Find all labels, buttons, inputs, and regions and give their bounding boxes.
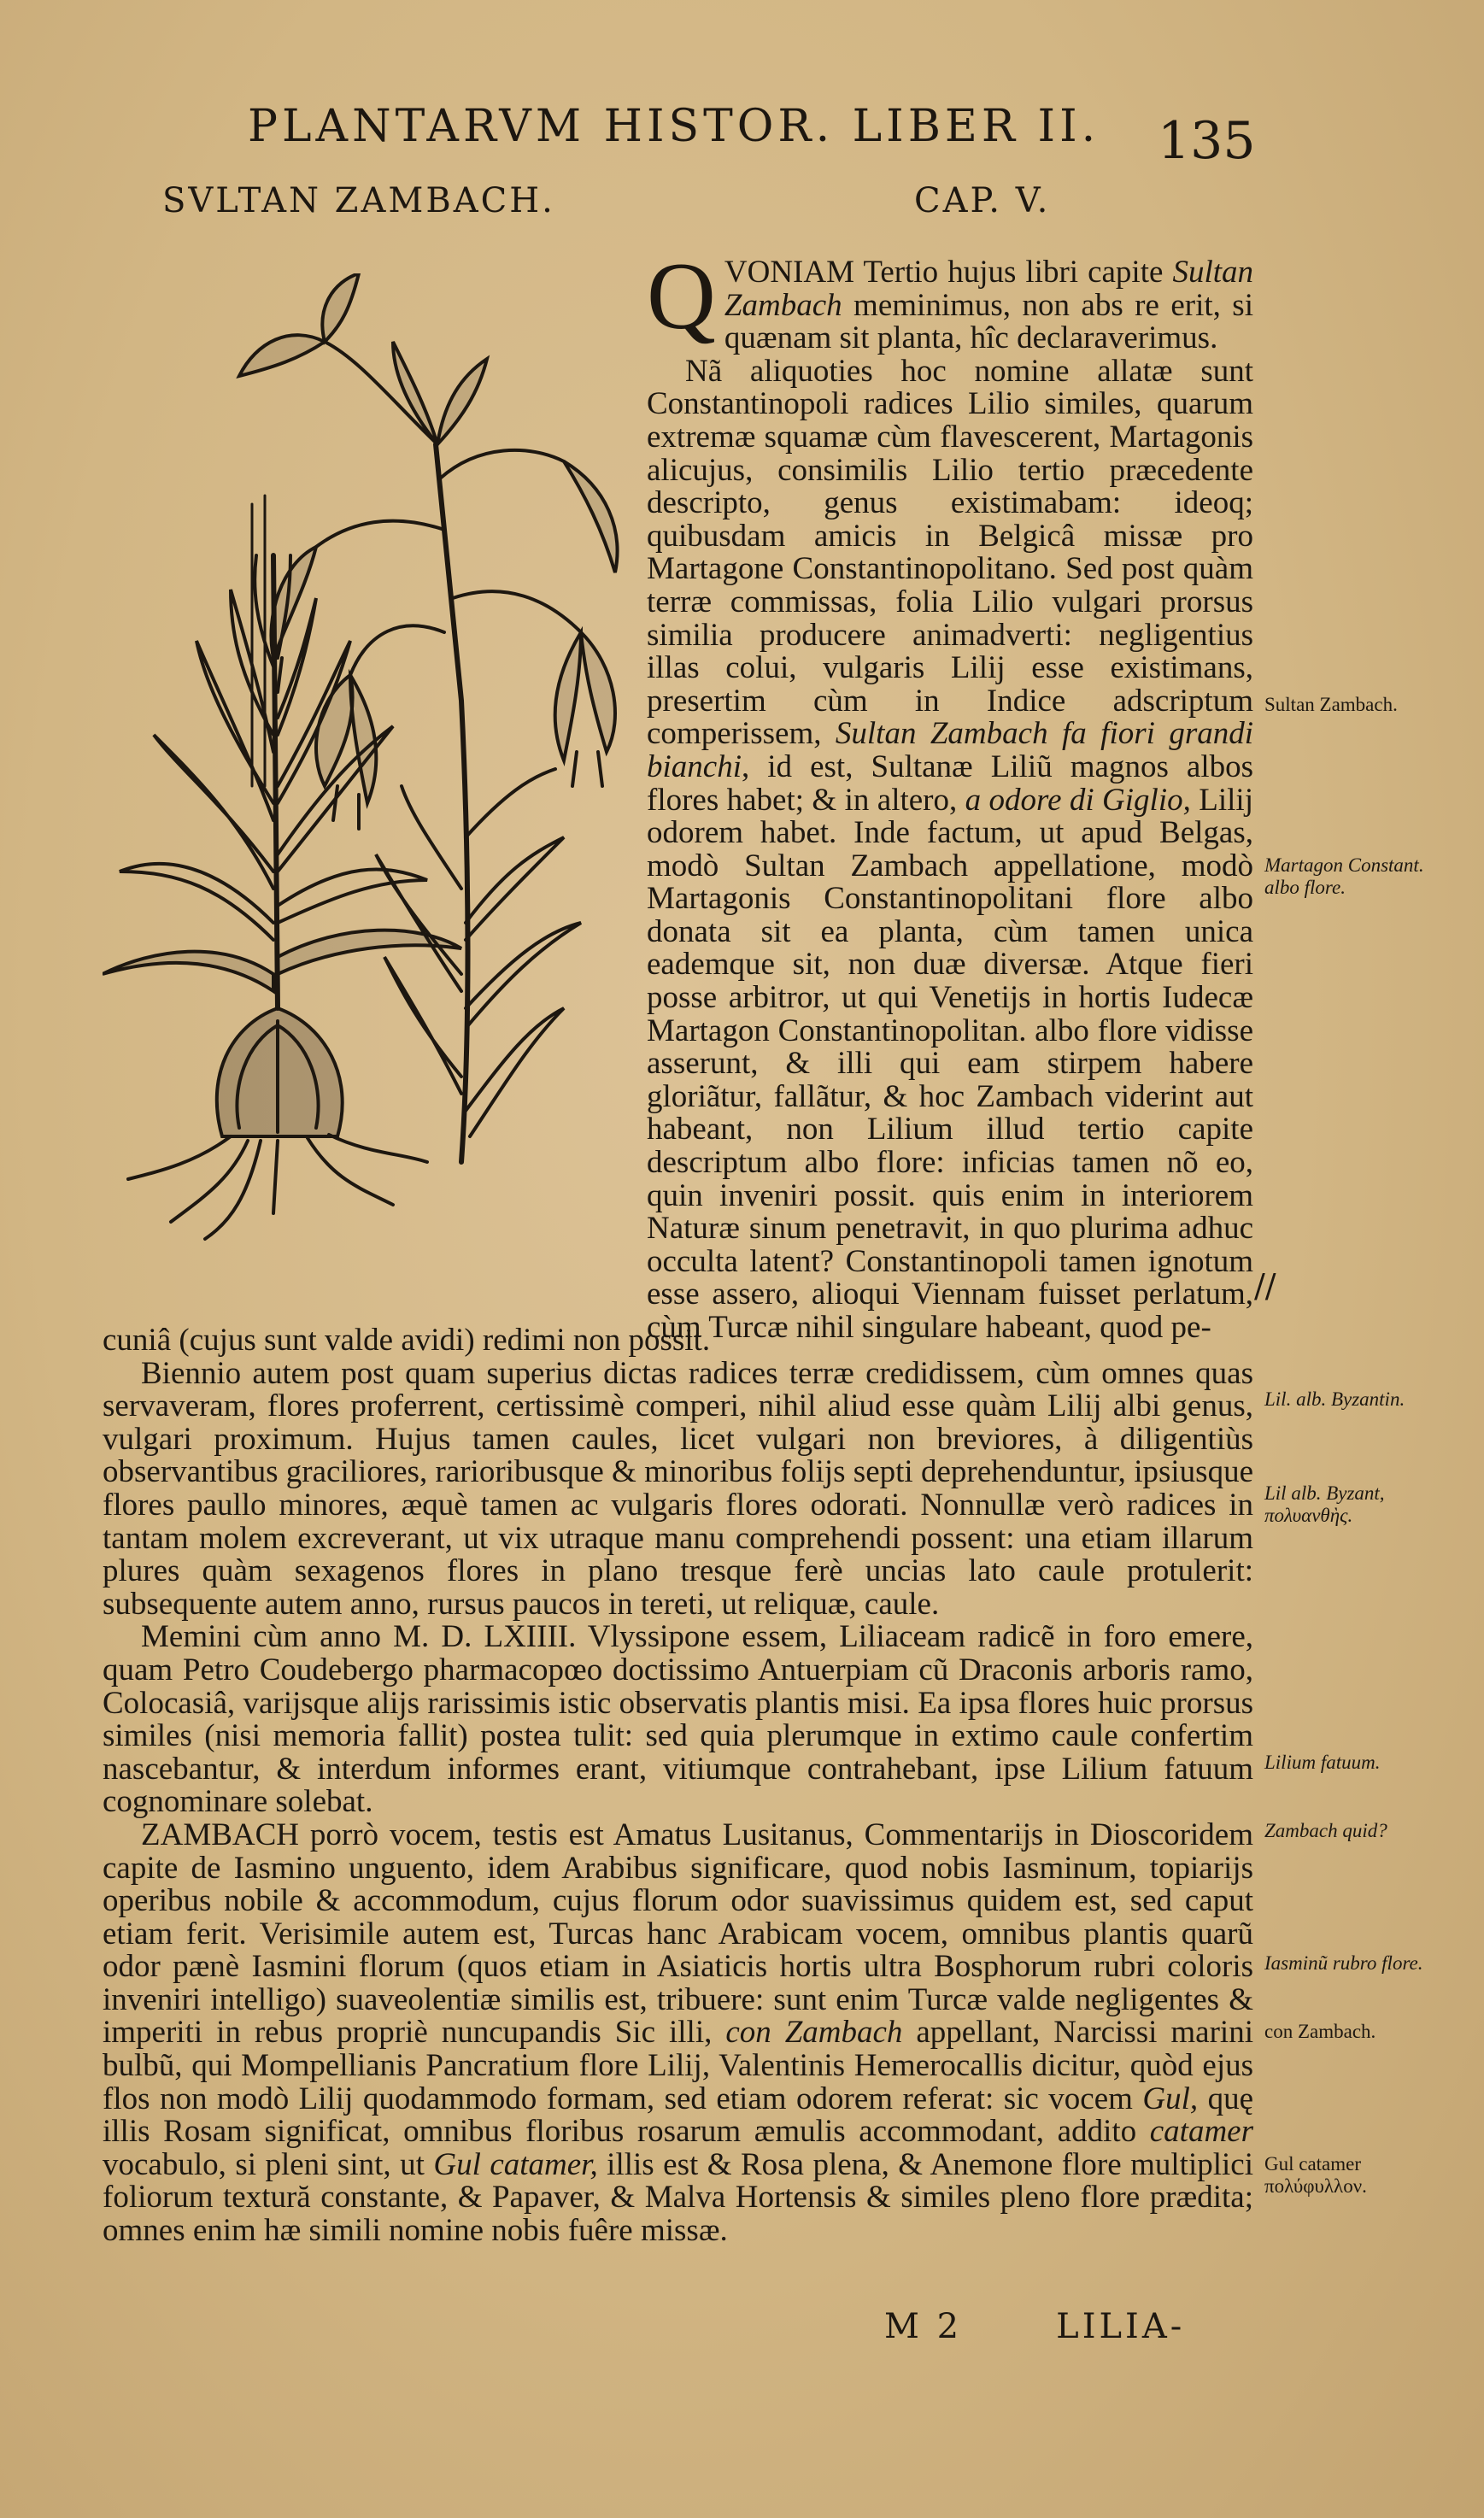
margin-note-iasminum-rubro: Iasminũ rubro flore. [1264, 1952, 1423, 1974]
body-text-right-column [647, 244, 1253, 1345]
signature-mark: M 2 [884, 2307, 963, 2346]
page-number: 135 [1158, 111, 1256, 171]
paragraph-1: QVONIAM Tertio hujus libri capite Sultan Zambach meminimus, non abs re erit, si quænam sit planta, hîc declaraverimus. [647, 244, 1253, 356]
margin-note-sultan-zambach: Sultan Zambach. [1264, 694, 1398, 715]
chapter-number: CAP. V. [914, 181, 1051, 220]
lily-woodcut-icon [103, 273, 649, 1265]
paragraph-2-continued: cuniâ (cujus sunt valde avidi) redimi non possit. [103, 1323, 711, 1358]
body-text-full-width [103, 1324, 1253, 2248]
paragraph-4: Memini cùm anno M. D. LXIIII. Vlyssipone essem, Liliaceam radicẽ in foro emere, quam Petro Coudebergo pharmacopœo doctissimo Antuerpiam cũ Draconis arboris ramo, Colocasiâ, varijsque alijs rarissimis istic observatis plantis misi. Ea ipsa flores huic prorsus similes (nisi memoria fallit) postea tulit: sed quia plerumque in extimo caule confertim nascebantur, & interdum informes erant, vitiumque contrahebant, ipse Lilium fatuum cognominare solebat. [103, 1619, 1253, 1820]
paragraph-5: ZAMBACH porrò vocem, testis est Amatus Lusitanus, Commentarijs in Dioscoridem capite de Iasmino unguento, idem Arabibus significare, quod nobis Iasminum, topiarijs operibus nobile & accommodum, cujus florum odor suavissimus quidem est, sed caput etiam ferit. Verisimile autem est, Turcas hanc Arabicam vocem, omnibus plantis quarũ odor pænè Iasmini florum (quos etiam in Asiaticis hortis ultra Bosphorum rubri coloris inveniri intelligo) suaveolentiæ similis est, tribuere: sunt enim Turcæ valde negligentes & imperiti in rebus propriè nuncupandis Sic illi, con Zambach appellant, Narcissi marini bulbũ, qui Mompellianis Pancratium flore Lilij, Valentinis Hemerocallis dicitur, quòd ejus flos non modò Lilij quodammodo formam, sed etiam odorem referat: sic vocem Gul, quę illis Rosam significat, omnibus floribus rosarum æmulis accommodant, addito catamer vocabulo, si pleni sint, ut Gul catamer, illis est & Rosa plena, & Anemone flore multiplici foliorum textură constante, & Papaver, & Malva Hortensis & similes pleno flore prædita; omnes enim hæ simili nomine nobis fuêre missæ. [103, 1817, 1253, 2249]
margin-note-zambach-quid: Zambach quid? [1264, 1820, 1387, 1841]
margin-note-lil-alb-byzantin: Lil. alb. Byzantin. [1264, 1388, 1405, 1410]
margin-note-lil-alb-byzant-polyanthes: Lil alb. Byzant, πολυανθὴς. [1264, 1482, 1385, 1526]
margin-note-martagon: Martagon Constant. albo flore. [1264, 854, 1424, 898]
catchword: LILIA- [1056, 2307, 1186, 2346]
paragraph-2: Nã aliquoties hoc nomine allatæ sunt Constantinopoli radices Lilio similes, quarum extremæ squamæ cùm flavescerent, Martagonis alicujus, consimilis Lilio tertio præcedente descripto, genus existimabam: ideoq; quibusdam amicis in Belgicâ missæ pro Martagone Constantinopolitano. Sed post quàm terræ commissas, folia Lilio vulgari prorsus similia producere animadverti: negligentius illas colui, vulgaris Lilij esse existimans, presertim cùm in Indice adscriptum comperissem, Sultan Zambach fa fiori grandi bianchi, id est, Sultanæ Liliũ magnos albos flores habet; & in altero, a odore di Giglio, Lilij odorem habet. Inde factum, ut apud Belgas, modò Sultan Zambach appellatione, modò Martagonis Constantinopolitani flore albo donata sit ea planta, cùm tamen unica eademque sit, non duæ diversæ. Atque fieri posse arbitror, ut qui Venetijs in hortis Iudecæ Martagon Constantinopolitan. albo flore vidisse asserunt, & illi qui eam stirpem habere gloriãtur, fallãtur, & hoc Zambach viderint aut habeant, non Lilium illud tertio capite descriptum albo flore: inficias tamen nõ eo, quin inveniri possit. quis enim in interiorem Naturæ sinum penetravit, in quo plurima adhuc occulta latent? Constantinopoli tamen ignotum esse assero, alioqui Viennam fuisset perlatum, cùm Turcæ nihil singulare habeant, quod pe- [647, 353, 1253, 1345]
margin-note-gul-catamer: Gul catamer πολύφυλλον. [1264, 2153, 1367, 2197]
running-head: PLANTARVM HISTOR. LIBER II. [248, 101, 1100, 152]
page-footer [884, 2307, 1185, 2346]
paragraph-3: Biennio autem post quam superius dictas radices terræ credidissem, cùm omnes quas servaveram, flores proferrent, certissimè comperi, nihil aliud esse quàm Lilij albi genus, vulgari proximum. Hujus tamen caules, licet vulgari non breviores, à diligentiùs observantibus graciliores, rarioribusque & minoribus folijs septi deprehenduntur, ipsiusque flores paullo minores, æquè tamen ac vulgaris flores odorati. Nonnullæ verò radices in tantam molem excreverant, ut vix utraque manu comprehendi possent: una etiam illarum plures quàm sexagenos flores in plano tresque ferè uncias lato caule protulerit: subsequente autem anno, rursus paucos in tereti, ut reliquæ, caule. [103, 1355, 1253, 1622]
chapter-title: SVLTAN ZAMBACH. [162, 181, 555, 220]
margin-mark: // [1254, 1267, 1276, 1305]
dropcap: Q [647, 244, 716, 349]
margin-note-lilium-fatuum: Lilium fatuum. [1264, 1752, 1381, 1773]
margin-note-con-zambach: con Zambach. [1264, 2021, 1376, 2042]
